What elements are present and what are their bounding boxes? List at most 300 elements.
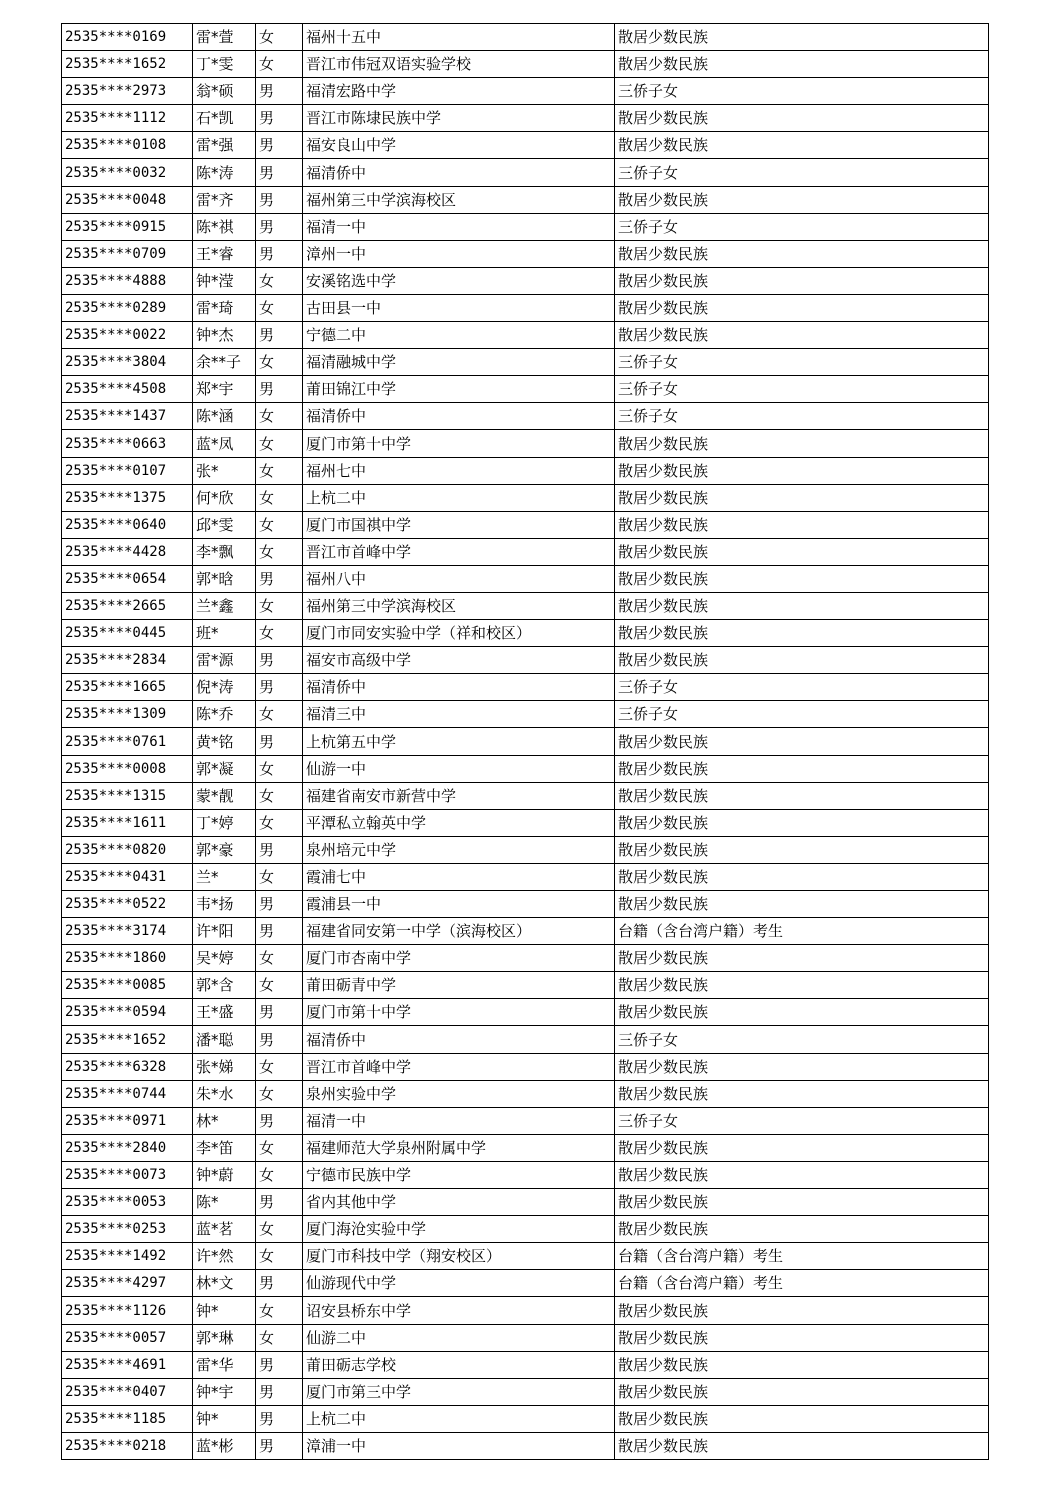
candidate-id-cell: 2535****0654 [62, 565, 193, 592]
candidate-name-cell: 班* [193, 620, 256, 647]
candidate-name-cell: 蓝*凤 [193, 430, 256, 457]
candidate-id-cell: 2535****1315 [62, 782, 193, 809]
candidate-gender-cell: 男 [256, 999, 303, 1026]
school-name-cell: 福清一中 [303, 1107, 615, 1134]
table-row [62, 1053, 989, 1080]
candidate-name-cell: 李*笛 [193, 1134, 256, 1161]
category-cell: 三侨子女 [615, 349, 989, 376]
table-row [62, 809, 989, 836]
candidate-gender-cell: 男 [256, 1405, 303, 1432]
candidate-name-cell: 丁*婷 [193, 809, 256, 836]
candidate-id-cell: 2535****1437 [62, 403, 193, 430]
candidate-name-cell: 钟* [193, 1405, 256, 1432]
school-name-cell: 仙游现代中学 [303, 1270, 615, 1297]
table-row [62, 240, 989, 267]
candidate-gender-cell: 男 [256, 1189, 303, 1216]
category-cell: 散居少数民族 [615, 484, 989, 511]
candidate-gender-cell: 女 [256, 349, 303, 376]
candidate-gender-cell: 女 [256, 457, 303, 484]
school-name-cell: 厦门市同安实验中学（祥和校区） [303, 620, 615, 647]
school-name-cell: 福建省同安第一中学（滨海校区） [303, 918, 615, 945]
school-name-cell: 福州第三中学滨海校区 [303, 186, 615, 213]
school-name-cell: 古田县一中 [303, 294, 615, 321]
table-row [62, 511, 989, 538]
school-name-cell: 晋江市首峰中学 [303, 538, 615, 565]
school-name-cell: 福清融城中学 [303, 349, 615, 376]
candidate-gender-cell: 男 [256, 728, 303, 755]
candidate-name-cell: 兰* [193, 863, 256, 890]
candidate-gender-cell: 男 [256, 1378, 303, 1405]
table-row [62, 972, 989, 999]
category-cell: 散居少数民族 [615, 1134, 989, 1161]
candidate-id-cell: 2535****1375 [62, 484, 193, 511]
table-row [62, 186, 989, 213]
candidate-name-cell: 李*飘 [193, 538, 256, 565]
category-cell: 三侨子女 [615, 376, 989, 403]
candidate-name-cell: 郭*豪 [193, 836, 256, 863]
candidate-name-cell: 蓝*彬 [193, 1432, 256, 1459]
candidate-name-cell: 钟*杰 [193, 322, 256, 349]
candidate-id-cell: 2535****0085 [62, 972, 193, 999]
candidate-gender-cell: 女 [256, 945, 303, 972]
candidate-id-cell: 2535****1665 [62, 674, 193, 701]
candidate-gender-cell: 男 [256, 376, 303, 403]
candidate-name-cell: 钟*蔚 [193, 1161, 256, 1188]
candidate-gender-cell: 男 [256, 565, 303, 592]
category-cell: 散居少数民族 [615, 186, 989, 213]
school-name-cell: 宁德市民族中学 [303, 1161, 615, 1188]
table-row [62, 1405, 989, 1432]
candidate-gender-cell: 男 [256, 1026, 303, 1053]
candidate-name-cell: 钟* [193, 1297, 256, 1324]
table-row [62, 1026, 989, 1053]
candidate-id-cell: 2535****0640 [62, 511, 193, 538]
category-cell: 散居少数民族 [615, 457, 989, 484]
table-row [62, 1270, 989, 1297]
table-row [62, 945, 989, 972]
candidate-name-cell: 雷*源 [193, 647, 256, 674]
candidate-gender-cell: 男 [256, 78, 303, 105]
category-cell: 散居少数民族 [615, 755, 989, 782]
table-row [62, 592, 989, 619]
candidate-gender-cell: 女 [256, 403, 303, 430]
candidate-gender-cell: 女 [256, 484, 303, 511]
candidate-gender-cell: 男 [256, 674, 303, 701]
candidate-id-cell: 2535****1126 [62, 1297, 193, 1324]
candidate-name-cell: 钟*滢 [193, 267, 256, 294]
category-cell: 散居少数民族 [615, 565, 989, 592]
candidate-name-cell: 林*文 [193, 1270, 256, 1297]
candidate-name-cell: 陈*祺 [193, 213, 256, 240]
candidate-id-cell: 2535****0107 [62, 457, 193, 484]
table-row [62, 1189, 989, 1216]
school-name-cell: 平潭私立翰英中学 [303, 809, 615, 836]
candidate-id-cell: 2535****1492 [62, 1243, 193, 1270]
school-name-cell: 泉州培元中学 [303, 836, 615, 863]
category-cell: 台籍（含台湾户籍）考生 [615, 1243, 989, 1270]
school-name-cell: 上杭第五中学 [303, 728, 615, 755]
candidate-gender-cell: 女 [256, 863, 303, 890]
table-row [62, 294, 989, 321]
table-row [62, 728, 989, 755]
category-cell: 散居少数民族 [615, 1080, 989, 1107]
table-row [62, 213, 989, 240]
candidate-id-cell: 2535****4691 [62, 1351, 193, 1378]
candidate-gender-cell: 男 [256, 213, 303, 240]
table-row [62, 1243, 989, 1270]
candidate-name-cell: 陈*涛 [193, 159, 256, 186]
candidate-name-cell: 雷*强 [193, 132, 256, 159]
school-name-cell: 厦门市第三中学 [303, 1378, 615, 1405]
category-cell: 散居少数民族 [615, 836, 989, 863]
category-cell: 散居少数民族 [615, 809, 989, 836]
candidate-name-cell: 丁*雯 [193, 51, 256, 78]
candidate-name-cell: 吴*婷 [193, 945, 256, 972]
table-row [62, 484, 989, 511]
school-name-cell: 上杭二中 [303, 1405, 615, 1432]
school-name-cell: 莆田砺志学校 [303, 1351, 615, 1378]
candidate-name-cell: 雷*萱 [193, 24, 256, 51]
category-cell: 散居少数民族 [615, 105, 989, 132]
table-row [62, 1216, 989, 1243]
category-cell: 台籍（含台湾户籍）考生 [615, 918, 989, 945]
candidate-id-cell: 2535****0057 [62, 1324, 193, 1351]
candidate-id-cell: 2535****0431 [62, 863, 193, 890]
category-cell: 散居少数民族 [615, 267, 989, 294]
category-cell: 散居少数民族 [615, 728, 989, 755]
table-row [62, 51, 989, 78]
candidate-id-cell: 2535****0169 [62, 24, 193, 51]
school-name-cell: 漳浦一中 [303, 1432, 615, 1459]
candidate-id-cell: 2535****0032 [62, 159, 193, 186]
category-cell: 散居少数民族 [615, 891, 989, 918]
candidate-gender-cell: 女 [256, 701, 303, 728]
candidate-id-cell: 2535****0915 [62, 213, 193, 240]
category-cell: 散居少数民族 [615, 863, 989, 890]
candidate-name-cell: 郭*晗 [193, 565, 256, 592]
category-cell: 散居少数民族 [615, 240, 989, 267]
school-name-cell: 福清侨中 [303, 1026, 615, 1053]
table-row [62, 105, 989, 132]
table-row [62, 647, 989, 674]
candidate-name-cell: 陈* [193, 1189, 256, 1216]
category-cell: 散居少数民族 [615, 1161, 989, 1188]
category-cell: 散居少数民族 [615, 1324, 989, 1351]
candidate-gender-cell: 女 [256, 294, 303, 321]
table-row [62, 1324, 989, 1351]
candidate-name-cell: 陈*乔 [193, 701, 256, 728]
school-name-cell: 仙游二中 [303, 1324, 615, 1351]
candidate-id-cell: 2535****0022 [62, 322, 193, 349]
candidate-name-cell: 雷*华 [193, 1351, 256, 1378]
candidate-gender-cell: 男 [256, 647, 303, 674]
candidate-id-cell: 2535****6328 [62, 1053, 193, 1080]
table-row [62, 267, 989, 294]
candidate-name-cell: 蒙*靓 [193, 782, 256, 809]
candidate-name-cell: 陈*涵 [193, 403, 256, 430]
candidate-name-cell: 雷*齐 [193, 186, 256, 213]
table-row [62, 78, 989, 105]
category-cell: 散居少数民族 [615, 1432, 989, 1459]
category-cell: 散居少数民族 [615, 782, 989, 809]
candidate-id-cell: 2535****4888 [62, 267, 193, 294]
category-cell: 散居少数民族 [615, 294, 989, 321]
school-name-cell: 福清宏路中学 [303, 78, 615, 105]
school-name-cell: 福清三中 [303, 701, 615, 728]
table-row [62, 403, 989, 430]
category-cell: 三侨子女 [615, 159, 989, 186]
candidate-name-cell: 倪*涛 [193, 674, 256, 701]
table-row [62, 1134, 989, 1161]
category-cell: 散居少数民族 [615, 511, 989, 538]
candidate-gender-cell: 男 [256, 322, 303, 349]
candidate-id-cell: 2535****2973 [62, 78, 193, 105]
table-row [62, 159, 989, 186]
candidate-name-cell: 王*盛 [193, 999, 256, 1026]
school-name-cell: 厦门市杏南中学 [303, 945, 615, 972]
category-cell: 散居少数民族 [615, 1297, 989, 1324]
table-row [62, 1107, 989, 1134]
table-row [62, 620, 989, 647]
candidate-gender-cell: 女 [256, 755, 303, 782]
table-row [62, 24, 989, 51]
candidate-id-cell: 2535****0820 [62, 836, 193, 863]
table-row [62, 674, 989, 701]
table-row [62, 918, 989, 945]
candidate-name-cell: 雷*琦 [193, 294, 256, 321]
table-row [62, 349, 989, 376]
school-name-cell: 晋江市首峰中学 [303, 1053, 615, 1080]
school-name-cell: 福清侨中 [303, 674, 615, 701]
candidate-gender-cell: 女 [256, 809, 303, 836]
candidate-gender-cell: 男 [256, 186, 303, 213]
category-cell: 散居少数民族 [615, 647, 989, 674]
candidate-name-cell: 朱*水 [193, 1080, 256, 1107]
category-cell: 散居少数民族 [615, 1405, 989, 1432]
school-name-cell: 福清一中 [303, 213, 615, 240]
candidate-name-cell: 余**子 [193, 349, 256, 376]
candidate-name-cell: 许*然 [193, 1243, 256, 1270]
candidate-id-cell: 2535****3804 [62, 349, 193, 376]
candidate-id-cell: 2535****4508 [62, 376, 193, 403]
candidate-id-cell: 2535****0053 [62, 1189, 193, 1216]
table-row [62, 999, 989, 1026]
category-cell: 三侨子女 [615, 674, 989, 701]
category-cell: 散居少数民族 [615, 132, 989, 159]
candidate-gender-cell: 女 [256, 1243, 303, 1270]
candidate-id-cell: 2535****1112 [62, 105, 193, 132]
candidate-id-cell: 2535****2834 [62, 647, 193, 674]
table-row [62, 701, 989, 728]
category-cell: 散居少数民族 [615, 945, 989, 972]
table-row [62, 836, 989, 863]
school-name-cell: 厦门市第十中学 [303, 999, 615, 1026]
school-name-cell: 福州十五中 [303, 24, 615, 51]
category-cell: 散居少数民族 [615, 430, 989, 457]
school-name-cell: 福安良山中学 [303, 132, 615, 159]
school-name-cell: 福建师范大学泉州附属中学 [303, 1134, 615, 1161]
table-row [62, 457, 989, 484]
candidate-name-cell: 郑*宇 [193, 376, 256, 403]
candidate-id-cell: 2535****2840 [62, 1134, 193, 1161]
school-name-cell: 厦门市科技中学（翔安校区） [303, 1243, 615, 1270]
candidate-id-cell: 2535****0108 [62, 132, 193, 159]
category-cell: 三侨子女 [615, 1107, 989, 1134]
category-cell: 散居少数民族 [615, 1351, 989, 1378]
school-name-cell: 仙游一中 [303, 755, 615, 782]
candidate-name-cell: 邱*雯 [193, 511, 256, 538]
candidate-name-cell: 兰*鑫 [193, 592, 256, 619]
category-cell: 散居少数民族 [615, 538, 989, 565]
table-row [62, 755, 989, 782]
candidate-gender-cell: 女 [256, 782, 303, 809]
candidate-gender-cell: 男 [256, 1351, 303, 1378]
candidate-id-cell: 2535****0744 [62, 1080, 193, 1107]
candidate-id-cell: 2535****0761 [62, 728, 193, 755]
school-name-cell: 福州八中 [303, 565, 615, 592]
candidate-id-cell: 2535****0253 [62, 1216, 193, 1243]
candidate-gender-cell: 男 [256, 132, 303, 159]
candidate-name-cell: 王*睿 [193, 240, 256, 267]
school-name-cell: 福清侨中 [303, 403, 615, 430]
school-name-cell: 宁德二中 [303, 322, 615, 349]
candidate-gender-cell: 女 [256, 1216, 303, 1243]
candidate-id-cell: 2535****2665 [62, 592, 193, 619]
category-cell: 散居少数民族 [615, 1189, 989, 1216]
school-name-cell: 霞浦七中 [303, 863, 615, 890]
candidate-gender-cell: 男 [256, 1107, 303, 1134]
school-name-cell: 厦门市国祺中学 [303, 511, 615, 538]
candidate-name-cell: 张*娣 [193, 1053, 256, 1080]
candidate-name-cell: 张* [193, 457, 256, 484]
category-cell: 散居少数民族 [615, 592, 989, 619]
candidate-gender-cell: 女 [256, 430, 303, 457]
candidate-gender-cell: 女 [256, 511, 303, 538]
candidate-gender-cell: 女 [256, 1053, 303, 1080]
table-row [62, 132, 989, 159]
candidate-id-cell: 2535****0971 [62, 1107, 193, 1134]
candidate-gender-cell: 男 [256, 159, 303, 186]
category-cell: 散居少数民族 [615, 1378, 989, 1405]
candidate-id-cell: 2535****0008 [62, 755, 193, 782]
candidate-gender-cell: 女 [256, 24, 303, 51]
candidate-table-body [62, 24, 989, 1460]
category-cell: 三侨子女 [615, 1026, 989, 1053]
table-row [62, 782, 989, 809]
table-row [62, 863, 989, 890]
category-cell: 台籍（含台湾户籍）考生 [615, 1270, 989, 1297]
candidate-name-cell: 许*阳 [193, 918, 256, 945]
candidate-id-cell: 2535****0407 [62, 1378, 193, 1405]
candidate-id-cell: 2535****0289 [62, 294, 193, 321]
candidate-name-cell: 郭*琳 [193, 1324, 256, 1351]
table-row [62, 322, 989, 349]
candidate-id-cell: 2535****1309 [62, 701, 193, 728]
table-row [62, 538, 989, 565]
candidate-gender-cell: 女 [256, 592, 303, 619]
category-cell: 三侨子女 [615, 403, 989, 430]
table-row [62, 1161, 989, 1188]
candidate-name-cell: 郭*含 [193, 972, 256, 999]
candidate-id-cell: 2535****0522 [62, 891, 193, 918]
school-name-cell: 上杭二中 [303, 484, 615, 511]
school-name-cell: 晋江市陈埭民族中学 [303, 105, 615, 132]
school-name-cell: 福建省南安市新营中学 [303, 782, 615, 809]
category-cell: 散居少数民族 [615, 620, 989, 647]
school-name-cell: 漳州一中 [303, 240, 615, 267]
candidate-gender-cell: 男 [256, 891, 303, 918]
candidate-id-cell: 2535****0073 [62, 1161, 193, 1188]
candidate-name-cell: 黄*铭 [193, 728, 256, 755]
candidate-name-cell: 林* [193, 1107, 256, 1134]
candidate-name-cell: 潘*聪 [193, 1026, 256, 1053]
candidate-gender-cell: 男 [256, 918, 303, 945]
candidate-gender-cell: 男 [256, 836, 303, 863]
candidate-gender-cell: 女 [256, 972, 303, 999]
table-row [62, 1351, 989, 1378]
table-row [62, 1297, 989, 1324]
candidate-id-cell: 2535****4428 [62, 538, 193, 565]
candidate-gender-cell: 女 [256, 538, 303, 565]
candidate-id-cell: 2535****0663 [62, 430, 193, 457]
candidate-id-cell: 2535****4297 [62, 1270, 193, 1297]
candidate-id-cell: 2535****1652 [62, 51, 193, 78]
category-cell: 散居少数民族 [615, 972, 989, 999]
school-name-cell: 福州七中 [303, 457, 615, 484]
candidate-gender-cell: 女 [256, 1324, 303, 1351]
candidate-gender-cell: 女 [256, 1080, 303, 1107]
candidate-name-cell: 何*欣 [193, 484, 256, 511]
candidate-gender-cell: 女 [256, 1297, 303, 1324]
table-row [62, 891, 989, 918]
category-cell: 散居少数民族 [615, 24, 989, 51]
table-row [62, 1080, 989, 1107]
category-cell: 散居少数民族 [615, 1216, 989, 1243]
candidate-gender-cell: 男 [256, 1270, 303, 1297]
candidate-table [61, 23, 989, 1460]
candidate-name-cell: 翁*硕 [193, 78, 256, 105]
candidate-name-cell: 蓝*茗 [193, 1216, 256, 1243]
school-name-cell: 诏安县桥东中学 [303, 1297, 615, 1324]
category-cell: 三侨子女 [615, 213, 989, 240]
candidate-id-cell: 2535****3174 [62, 918, 193, 945]
school-name-cell: 安溪铭选中学 [303, 267, 615, 294]
candidate-id-cell: 2535****0709 [62, 240, 193, 267]
candidate-id-cell: 2535****1611 [62, 809, 193, 836]
school-name-cell: 福清侨中 [303, 159, 615, 186]
school-name-cell: 福安市高级中学 [303, 647, 615, 674]
candidate-gender-cell: 女 [256, 620, 303, 647]
candidate-gender-cell: 女 [256, 51, 303, 78]
candidate-id-cell: 2535****0594 [62, 999, 193, 1026]
candidate-id-cell: 2535****1652 [62, 1026, 193, 1053]
candidate-gender-cell: 男 [256, 240, 303, 267]
category-cell: 三侨子女 [615, 701, 989, 728]
candidate-id-cell: 2535****0218 [62, 1432, 193, 1459]
school-name-cell: 厦门市第十中学 [303, 430, 615, 457]
candidate-gender-cell: 男 [256, 1432, 303, 1459]
table-row [62, 1378, 989, 1405]
school-name-cell: 莆田砺青中学 [303, 972, 615, 999]
candidate-id-cell: 2535****1860 [62, 945, 193, 972]
school-name-cell: 福州第三中学滨海校区 [303, 592, 615, 619]
candidate-gender-cell: 女 [256, 1161, 303, 1188]
school-name-cell: 晋江市伟冠双语实验学校 [303, 51, 615, 78]
table-row [62, 1432, 989, 1459]
table-row [62, 376, 989, 403]
table-row [62, 430, 989, 457]
candidate-id-cell: 2535****0048 [62, 186, 193, 213]
